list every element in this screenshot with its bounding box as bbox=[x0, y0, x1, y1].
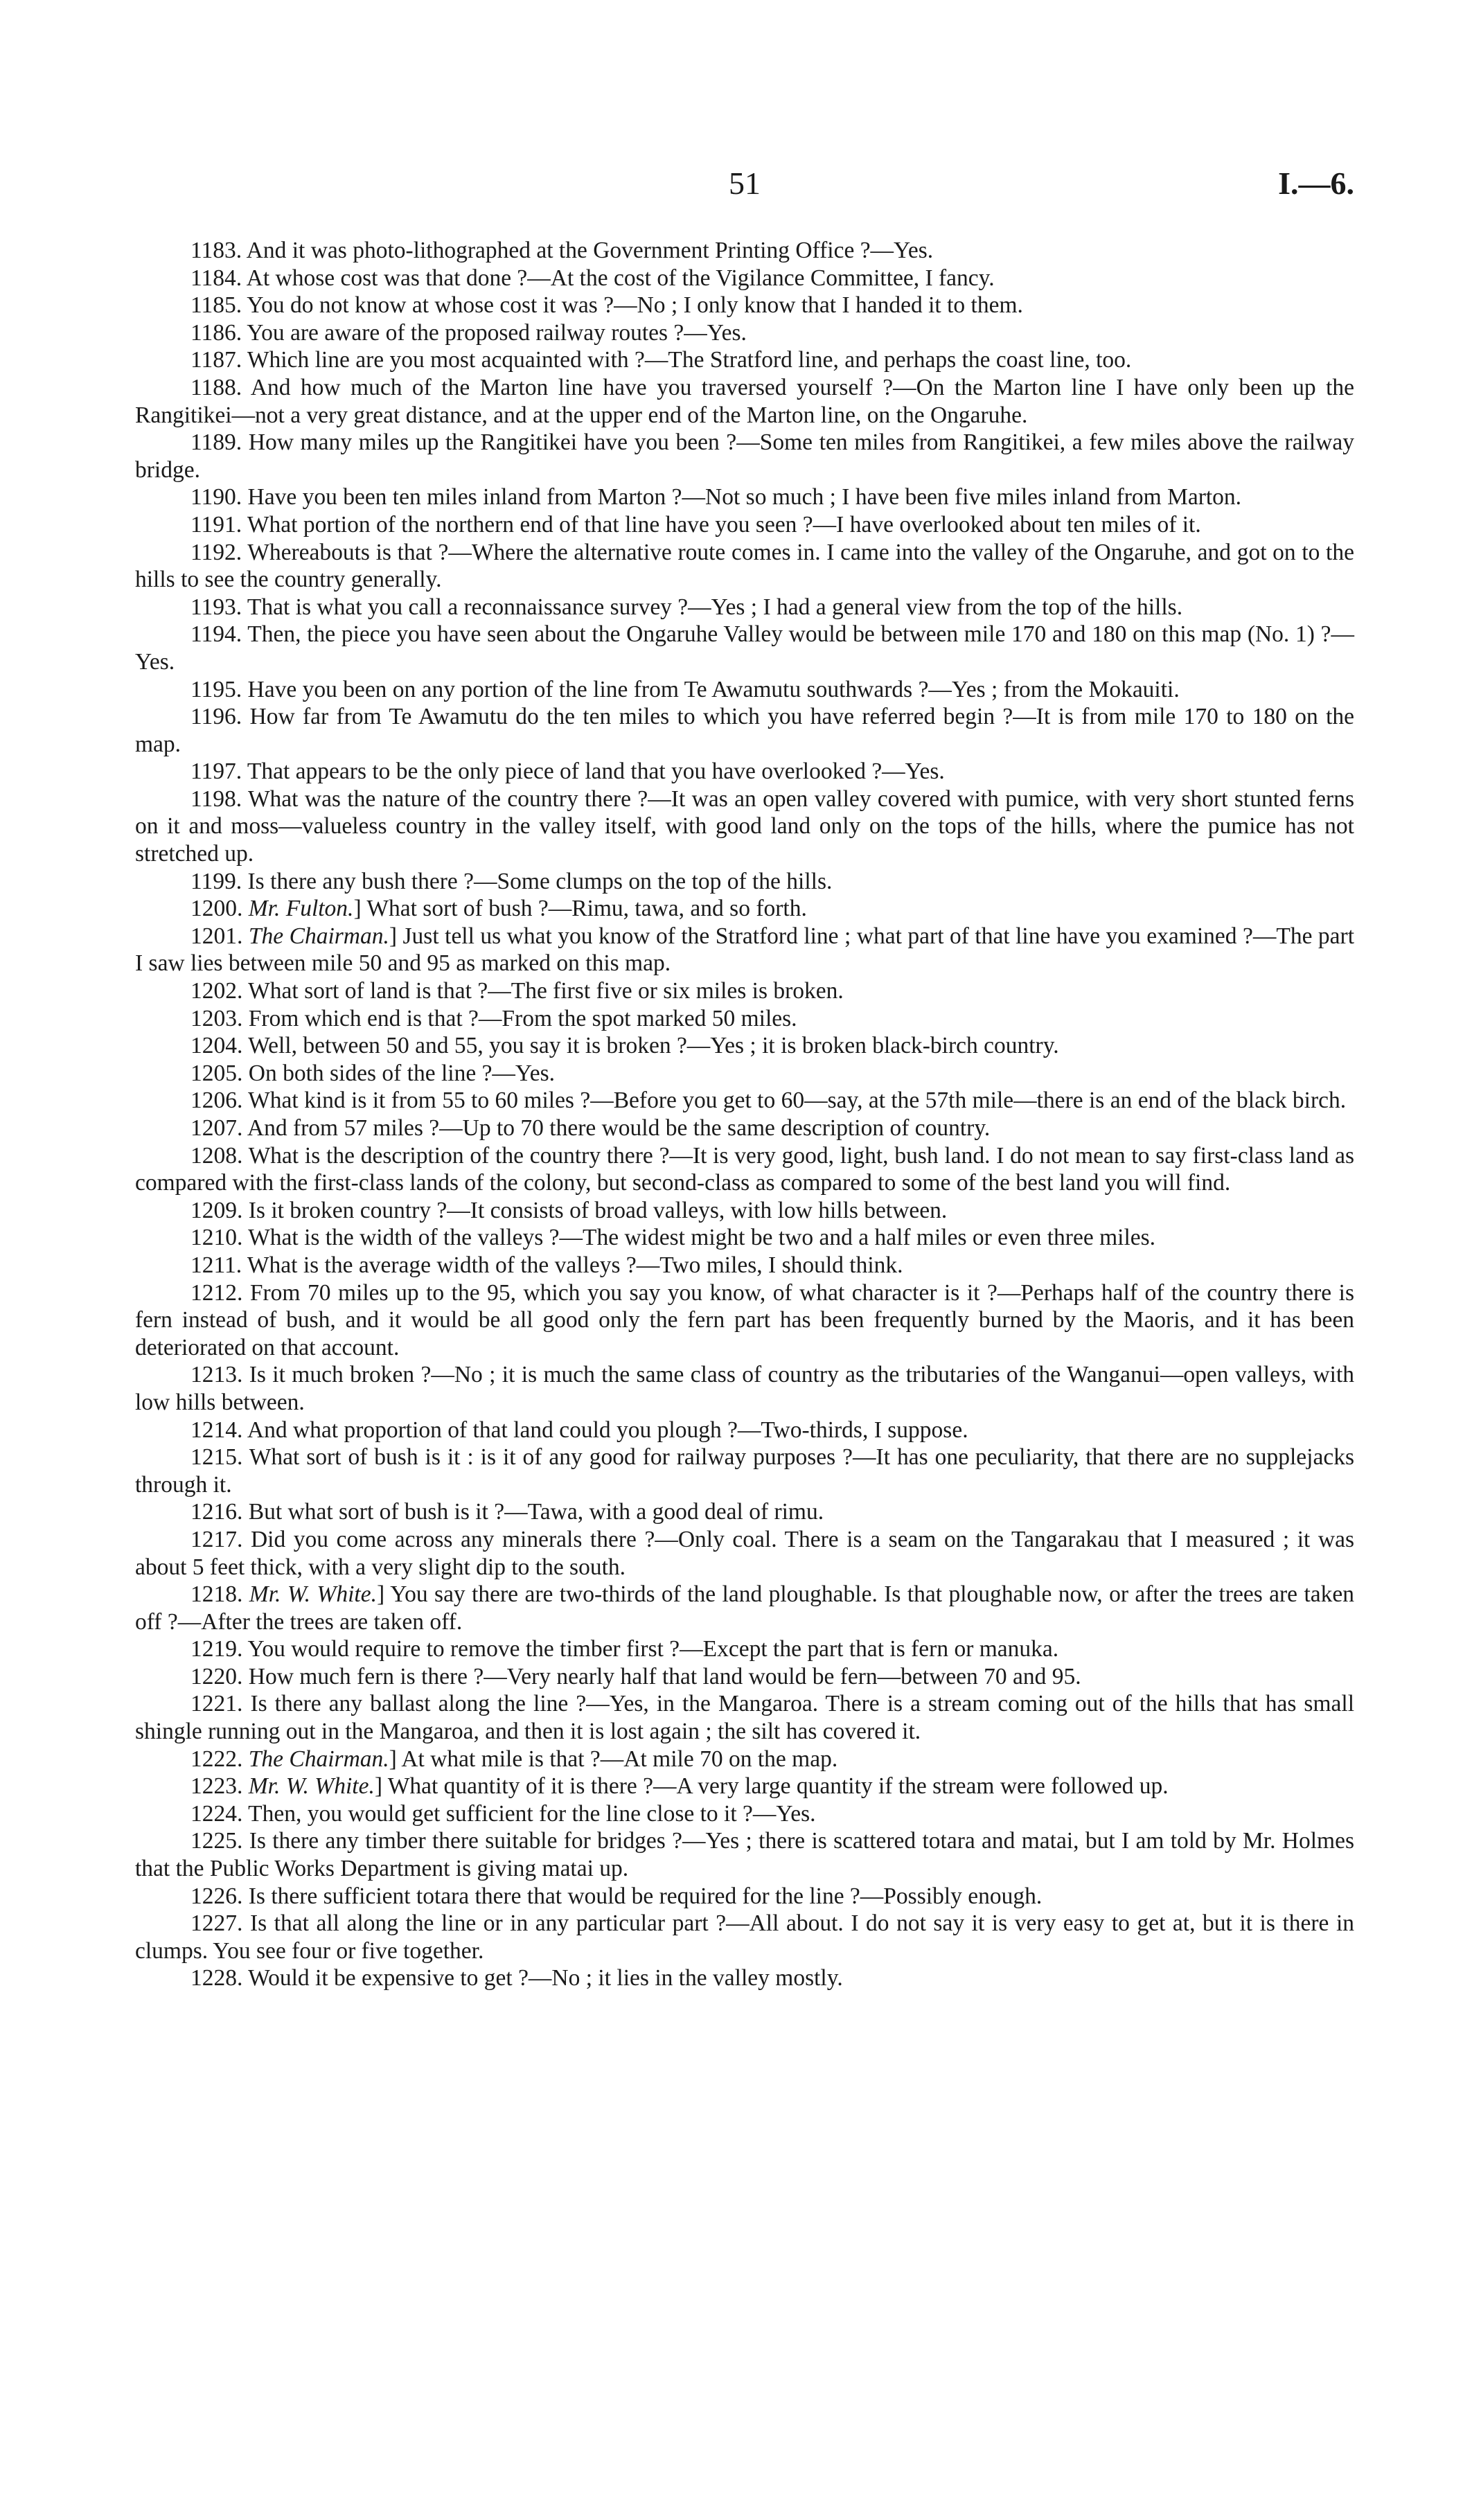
speaker-name: Mr. W. White. bbox=[249, 1581, 377, 1608]
testimony-paragraph bbox=[135, 1142, 1354, 1197]
testimony-text: How far from Te Awamutu do the ten miles to which you have referred begin ?—It is from mile 170 to 180 on the map. bbox=[135, 704, 1355, 757]
testimony-paragraph bbox=[135, 1417, 1354, 1444]
testimony-paragraph bbox=[135, 265, 1354, 292]
question-number: 1196. bbox=[190, 704, 242, 730]
testimony-text: What is the description of the country there ?—It is very good, light, bush land. I do not mean to say first-class land as compared with the first-class lands of the colony, but second-class as compared to some of the best land you will find. bbox=[135, 1142, 1354, 1196]
testimony-text: What is the average width of the valleys ?—Two miles, I should think. bbox=[247, 1252, 903, 1278]
testimony-paragraph bbox=[135, 676, 1354, 704]
testimony-paragraph bbox=[135, 1581, 1354, 1635]
question-number: 1211. bbox=[190, 1252, 242, 1278]
question-number: 1212. bbox=[190, 1279, 243, 1306]
testimony-text: What sort of land is that ?—The first five or six miles is broken. bbox=[248, 978, 844, 1004]
question-number: 1195. bbox=[190, 676, 242, 702]
testimony-text: Is there any ballast along the line ?—Yes, in the Mangaroa. There is a stream coming out of the hills that has small shingle running out in the Mangaroa, and then it is lost again ; the silt has covered it. bbox=[135, 1691, 1355, 1745]
testimony-text: And it was photo-lithographed at the Government Printing Office ?—Yes. bbox=[246, 238, 934, 263]
document-reference: I.—6. bbox=[1278, 166, 1354, 201]
question-number: 1194. bbox=[190, 621, 242, 648]
testimony-text: And from 57 miles ?—Up to 70 there would be the same description of country. bbox=[247, 1115, 991, 1141]
testimony-paragraph bbox=[135, 758, 1354, 786]
testimony-text: Is it much broken ?—No ; it is much the same class of country as the tributaries of the Wanganui—open valleys, with low hills between. bbox=[135, 1362, 1355, 1415]
testimony-text: That appears to be the only piece of land that you have overlooked ?—Yes. bbox=[247, 758, 945, 785]
testimony-text: On both sides of the line ?—Yes. bbox=[248, 1060, 556, 1086]
testimony-text: What is the width of the valleys ?—The widest might be two and a half miles or even three miles. bbox=[248, 1225, 1156, 1251]
testimony-paragraph bbox=[135, 1224, 1354, 1252]
testimony-paragraph bbox=[135, 319, 1354, 347]
speaker-name: The Chairman. bbox=[248, 1746, 389, 1772]
testimony-paragraph bbox=[135, 237, 1354, 265]
testimony-text: At whose cost was that done ?—At the cost of the Vigilance Committee, I fancy. bbox=[246, 265, 995, 291]
question-number: 1228. bbox=[190, 1965, 243, 1991]
testimony-text: Have you been on any portion of the line from Te Awamutu southwards ?—Yes ; from the Mokauiti. bbox=[247, 676, 1180, 702]
question-number: 1206. bbox=[190, 1088, 243, 1114]
speaker-bracket: ] bbox=[374, 1773, 382, 1800]
testimony-paragraph bbox=[135, 1800, 1354, 1828]
testimony-text: Have you been ten miles inland from Marton ?—Not so much ; I have been five miles inland from Marton. bbox=[247, 484, 1242, 511]
testimony-text: Just tell us what you know of the Stratford line ; what part of that line have you examined ?—The part I saw lies between mile 50 and 95 as marked on this map. bbox=[135, 923, 1355, 977]
testimony-paragraph bbox=[135, 292, 1354, 319]
testimony-paragraph bbox=[135, 895, 1354, 923]
question-number: 1185. bbox=[190, 292, 242, 319]
testimony-text: What quantity of it is there ?—A very large quantity if the stream were followed up. bbox=[382, 1773, 1169, 1800]
testimony-text: Is there any bush there ?—Some clumps on the top of the hills. bbox=[247, 868, 833, 894]
speaker-name: Mr. Fulton. bbox=[248, 896, 354, 922]
question-number: 1199. bbox=[190, 868, 242, 894]
testimony-text: You are aware of the proposed railway routes ?—Yes. bbox=[247, 319, 747, 346]
testimony-text: What sort of bush is it : is it of any good for railway purposes ?—It has one peculiarity, that there are no supplejacks through it. bbox=[135, 1444, 1354, 1498]
testimony-text: You do not know at whose cost it was ?—No ; I only know that I handed it to them. bbox=[247, 292, 1023, 319]
testimony-paragraph bbox=[135, 1663, 1354, 1691]
testimony-paragraph bbox=[135, 786, 1354, 868]
question-number: 1215. bbox=[190, 1444, 243, 1471]
testimony-text: Which line are you most acquainted with ?—The Stratford line, and perhaps the coast line, too. bbox=[247, 347, 1132, 373]
testimony-text: Would it be expensive to get ?—No ; it lies in the valley mostly. bbox=[248, 1965, 843, 1991]
testimony-text: And what proportion of that land could you plough ?—Two-thirds, I suppose. bbox=[247, 1417, 968, 1443]
question-number: 1213. bbox=[190, 1362, 243, 1388]
testimony-paragraph bbox=[135, 539, 1354, 594]
testimony-paragraph bbox=[135, 1635, 1354, 1663]
testimony-text: Is that all along the line or in any particular part ?—All about. I do not say it is very easy to get at, but it is there in clumps. You see four or five together. bbox=[135, 1910, 1355, 1964]
testimony-paragraph bbox=[135, 1526, 1354, 1581]
speaker-bracket: ] bbox=[376, 1581, 385, 1608]
question-number: 1191. bbox=[190, 511, 242, 538]
question-number: 1204. bbox=[190, 1033, 243, 1059]
question-number: 1186. bbox=[190, 319, 242, 346]
question-number: 1209. bbox=[190, 1197, 243, 1223]
testimony-text: Is there any timber there suitable for bridges ?—Yes ; there is scattered totara and matai, but I am told by Mr. Holmes that the Public Works Department is giving matai up. bbox=[135, 1828, 1354, 1882]
testimony-paragraph bbox=[135, 1279, 1354, 1362]
question-number: 1183. bbox=[190, 238, 242, 263]
testimony-body bbox=[135, 237, 1354, 1992]
testimony-text: Is there sufficient totara there that would be required for the line ?—Possibly enough. bbox=[248, 1883, 1043, 1909]
page-number: 51 bbox=[729, 166, 761, 201]
testimony-text: And how much of the Marton line have you traversed yourself ?—On the Marton line I have only been up the Rangitikei—not a very great distance, and at the upper end of the Marton line, on the Ongaruhe. bbox=[135, 374, 1354, 428]
speaker-bracket: ] bbox=[389, 923, 398, 949]
question-number: 1220. bbox=[190, 1663, 243, 1689]
testimony-paragraph bbox=[135, 923, 1354, 977]
question-number: 1223. bbox=[190, 1773, 243, 1800]
question-number: 1189. bbox=[190, 429, 242, 456]
question-number: 1214. bbox=[190, 1417, 243, 1443]
testimony-text: From 70 miles up to the 95, which you say you know, of what character is it ?—Perhaps half of the country there is fern instead of bush, and it would be all good only the fern part has been frequently burned by the Maoris, and it has been deteriorated on that account. bbox=[135, 1279, 1354, 1360]
testimony-paragraph bbox=[135, 1690, 1354, 1745]
question-number: 1210. bbox=[190, 1225, 243, 1251]
testimony-paragraph bbox=[135, 1032, 1354, 1060]
testimony-text: Whereabouts is that ?—Where the alternative route comes in. I came into the valley of the Ongaruhe, and got on to the hills to see the country generally. bbox=[135, 539, 1354, 593]
question-number: 1188. bbox=[190, 374, 242, 400]
question-number: 1218. bbox=[190, 1581, 243, 1608]
question-number: 1217. bbox=[190, 1526, 243, 1552]
question-number: 1203. bbox=[190, 1005, 243, 1031]
testimony-paragraph bbox=[135, 1773, 1354, 1800]
question-number: 1226. bbox=[190, 1883, 243, 1909]
testimony-text: From which end is that ?—From the spot marked 50 miles. bbox=[248, 1005, 797, 1031]
testimony-paragraph bbox=[135, 621, 1354, 675]
testimony-text: But what sort of bush is it ?—Tawa, with a good deal of rimu. bbox=[248, 1499, 824, 1525]
testimony-paragraph bbox=[135, 511, 1354, 539]
testimony-paragraph bbox=[135, 1005, 1354, 1033]
question-number: 1202. bbox=[190, 978, 243, 1004]
testimony-text: You say there are two-thirds of the land ploughable. Is that ploughable now, or after the trees are taken off ?—After the trees are taken off. bbox=[135, 1581, 1355, 1635]
testimony-paragraph bbox=[135, 703, 1354, 758]
testimony-paragraph bbox=[135, 1087, 1354, 1115]
question-number: 1187. bbox=[190, 347, 242, 373]
testimony-paragraph bbox=[135, 483, 1354, 511]
speaker-bracket: ] bbox=[389, 1746, 397, 1772]
testimony-paragraph bbox=[135, 374, 1354, 429]
question-number: 1221. bbox=[190, 1691, 243, 1717]
testimony-text: Then, the piece you have seen about the Ongaruhe Valley would be between mile 170 and 180 on this map (No. 1) ?—Yes. bbox=[135, 621, 1354, 675]
testimony-paragraph bbox=[135, 1827, 1354, 1882]
testimony-text: Is it broken country ?—It consists of broad valleys, with low hills between. bbox=[248, 1197, 948, 1223]
question-number: 1193. bbox=[190, 594, 242, 620]
testimony-text: At what mile is that ?—At mile 70 on the map. bbox=[396, 1746, 838, 1772]
testimony-paragraph bbox=[135, 1746, 1354, 1773]
question-number: 1184. bbox=[190, 265, 242, 291]
question-number: 1198. bbox=[190, 786, 242, 812]
testimony-text: What sort of bush ?—Rimu, tawa, and so forth. bbox=[361, 896, 807, 922]
page-header bbox=[135, 165, 1354, 213]
question-number: 1225. bbox=[190, 1828, 243, 1854]
testimony-paragraph bbox=[135, 868, 1354, 896]
speaker-bracket: ] bbox=[353, 896, 362, 922]
testimony-text: Did you come across any minerals there ?—Only coal. There is a seam on the Tangarakau that I measured ; it was about 5 feet thick, with a very slight dip to the south. bbox=[135, 1526, 1355, 1580]
testimony-text: Then, you would get sufficient for the line close to it ?—Yes. bbox=[248, 1800, 816, 1827]
testimony-paragraph bbox=[135, 1060, 1354, 1088]
question-number: 1227. bbox=[190, 1910, 243, 1937]
testimony-text: What was the nature of the country there ?—It was an open valley covered with pumice, with very short stunted ferns on it and moss—valueless country in the valley itself, with good land only on the tops of the hills, where the pumice has not stretched up. bbox=[135, 786, 1354, 867]
question-number: 1208. bbox=[190, 1142, 243, 1169]
testimony-text: What portion of the northern end of that line have you seen ?—I have overlooked about ten miles of it. bbox=[247, 511, 1201, 538]
testimony-paragraph bbox=[135, 1964, 1354, 1992]
question-number: 1222. bbox=[190, 1746, 243, 1772]
testimony-paragraph bbox=[135, 429, 1354, 483]
testimony-text: You would require to remove the timber first ?—Except the part that is fern or manuka. bbox=[247, 1636, 1059, 1662]
testimony-text: How many miles up the Rangitikei have you been ?—Some ten miles from Rangitikei, a few miles above the railway bridge. bbox=[135, 429, 1354, 483]
question-number: 1219. bbox=[190, 1636, 243, 1662]
testimony-paragraph bbox=[135, 594, 1354, 621]
speaker-name: Mr. W. White. bbox=[248, 1773, 375, 1800]
testimony-paragraph bbox=[135, 977, 1354, 1005]
testimony-paragraph bbox=[135, 1498, 1354, 1526]
testimony-paragraph bbox=[135, 346, 1354, 374]
testimony-paragraph bbox=[135, 1910, 1354, 1964]
testimony-paragraph bbox=[135, 1444, 1354, 1498]
question-number: 1207. bbox=[190, 1115, 243, 1141]
testimony-paragraph bbox=[135, 1197, 1354, 1225]
question-number: 1201. bbox=[190, 923, 243, 949]
question-number: 1197. bbox=[190, 758, 242, 785]
question-number: 1224. bbox=[190, 1800, 243, 1827]
question-number: 1216. bbox=[190, 1499, 243, 1525]
testimony-text: Well, between 50 and 55, you say it is broken ?—Yes ; it is broken black-birch country. bbox=[248, 1033, 1059, 1059]
question-number: 1205. bbox=[190, 1060, 243, 1086]
testimony-paragraph bbox=[135, 1361, 1354, 1416]
question-number: 1190. bbox=[190, 484, 242, 511]
testimony-text: That is what you call a reconnaissance survey ?—Yes ; I had a general view from the top of the hills. bbox=[247, 594, 1183, 620]
question-number: 1200. bbox=[190, 896, 243, 922]
testimony-paragraph bbox=[135, 1252, 1354, 1279]
testimony-text: How much fern is there ?—Very nearly half that land would be fern—between 70 and 95. bbox=[248, 1663, 1081, 1689]
testimony-text: What kind is it from 55 to 60 miles ?—Before you get to 60—say, at the 57th mile—there is an end of the black birch. bbox=[248, 1088, 1347, 1114]
testimony-paragraph bbox=[135, 1883, 1354, 1910]
speaker-name: The Chairman. bbox=[248, 923, 389, 949]
testimony-paragraph bbox=[135, 1115, 1354, 1142]
question-number: 1192. bbox=[190, 539, 242, 565]
